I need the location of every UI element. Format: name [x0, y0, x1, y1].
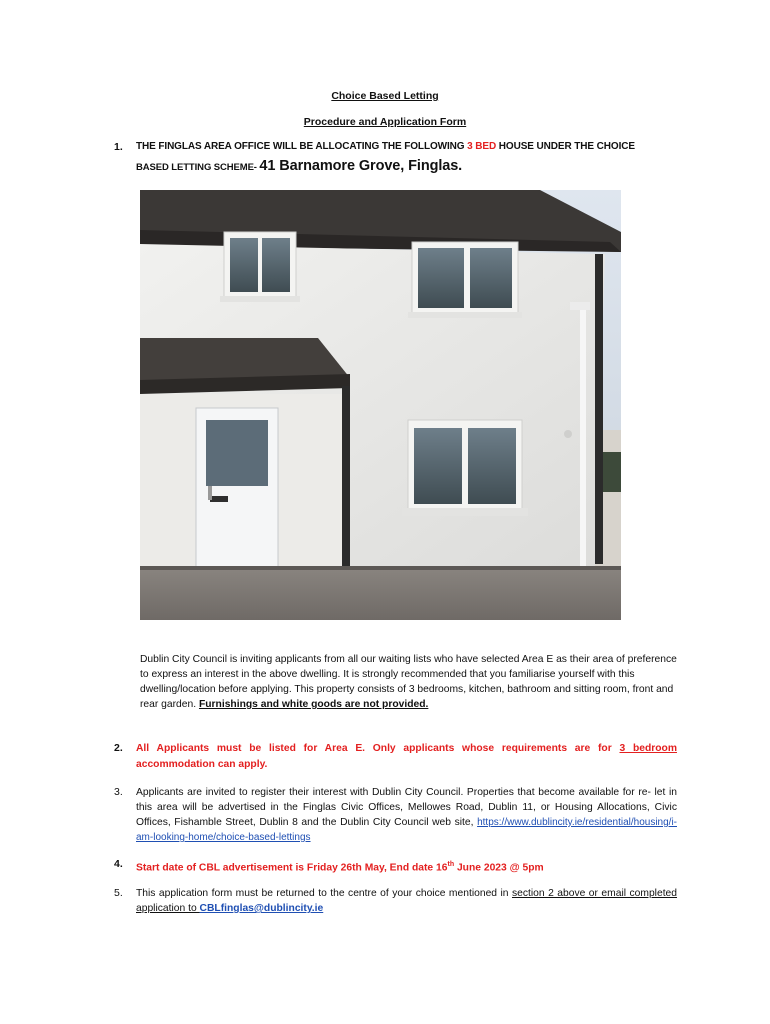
property-description [140, 652, 680, 712]
item-3-number: 3. [114, 786, 123, 798]
item-1-text-after: HOUSE UNDER THE CHOICE [496, 141, 635, 152]
email-link[interactable]: CBLfinglas@dublincity.ie [199, 903, 324, 914]
item-4-superscript: th [447, 861, 455, 868]
item-4-text: Start date of CBL advertisement is Friday 26th May, End date 16 [136, 862, 448, 874]
item-1-line-2 [136, 158, 462, 174]
item-4-number: 4. [114, 858, 123, 870]
item-1-bed-highlight: 3 BED [467, 141, 497, 152]
item-5-paragraph [136, 886, 677, 916]
item-1-number: 1. [114, 141, 123, 153]
item-4-text-after: June 2023 @ 5pm [454, 862, 544, 874]
property-address: 41 Barnamore Grove, Finglas. [259, 158, 463, 174]
item-1-line-1 [136, 141, 635, 152]
cbl-website-link[interactable]: https://www.dublincity.ie/residential/housing/i-am-looking-home/choice-based-lettings [136, 817, 677, 843]
item-2-bedroom-requirement: 3 bedroom [619, 743, 677, 754]
item-5-number: 5. [114, 887, 123, 899]
item-2-text: All Applicants must be listed for Area E. Only applicants whose requirements are for [136, 743, 620, 754]
description-text: Dublin City Council is inviting applicants from all our waiting lists who have selected Area E as their area of preference to express an interest in the above dwelling. It is strongly recommended that you familiarise yourself with this dwelling/location before applying. This property consists of 3 bedrooms, kitchen, bathroom and sitting room, front and rear garden. [140, 654, 677, 710]
item-5-text: This application form must be returned to the centre of your choice mentioned in [136, 888, 512, 899]
document-subtitle: Procedure and Application Form [303, 116, 467, 128]
item-4-dates [136, 857, 677, 876]
item-3-text: Applicants are invited to register their interest with Dublin City Council. Properties that become available for re- let in this area will be advertised in the Finglas Civic Offices, Mellowes Road, Dublin 11, or Housing Allocations, Civic Offices, Fishamble Street, Dublin 8 and the Dublin City Council web site, [136, 787, 677, 828]
furnishings-notice: Furnishings and white goods are not provided. [198, 699, 429, 710]
item-3-paragraph [136, 785, 677, 845]
house-photo [140, 190, 621, 620]
item-1-text: THE FINGLAS AREA OFFICE WILL BE ALLOCATING THE FOLLOWING [136, 141, 468, 152]
document-title: Choice Based Letting [331, 90, 439, 102]
item-5-underlined: section 2 above or email completed application to [136, 888, 678, 914]
item-2-number: 2. [114, 742, 123, 754]
item-2-paragraph [136, 741, 677, 773]
item-1-scheme-prefix: BASED LETTING SCHEME- [136, 162, 260, 173]
item-2-text-end: accommodation can apply. [136, 759, 268, 770]
